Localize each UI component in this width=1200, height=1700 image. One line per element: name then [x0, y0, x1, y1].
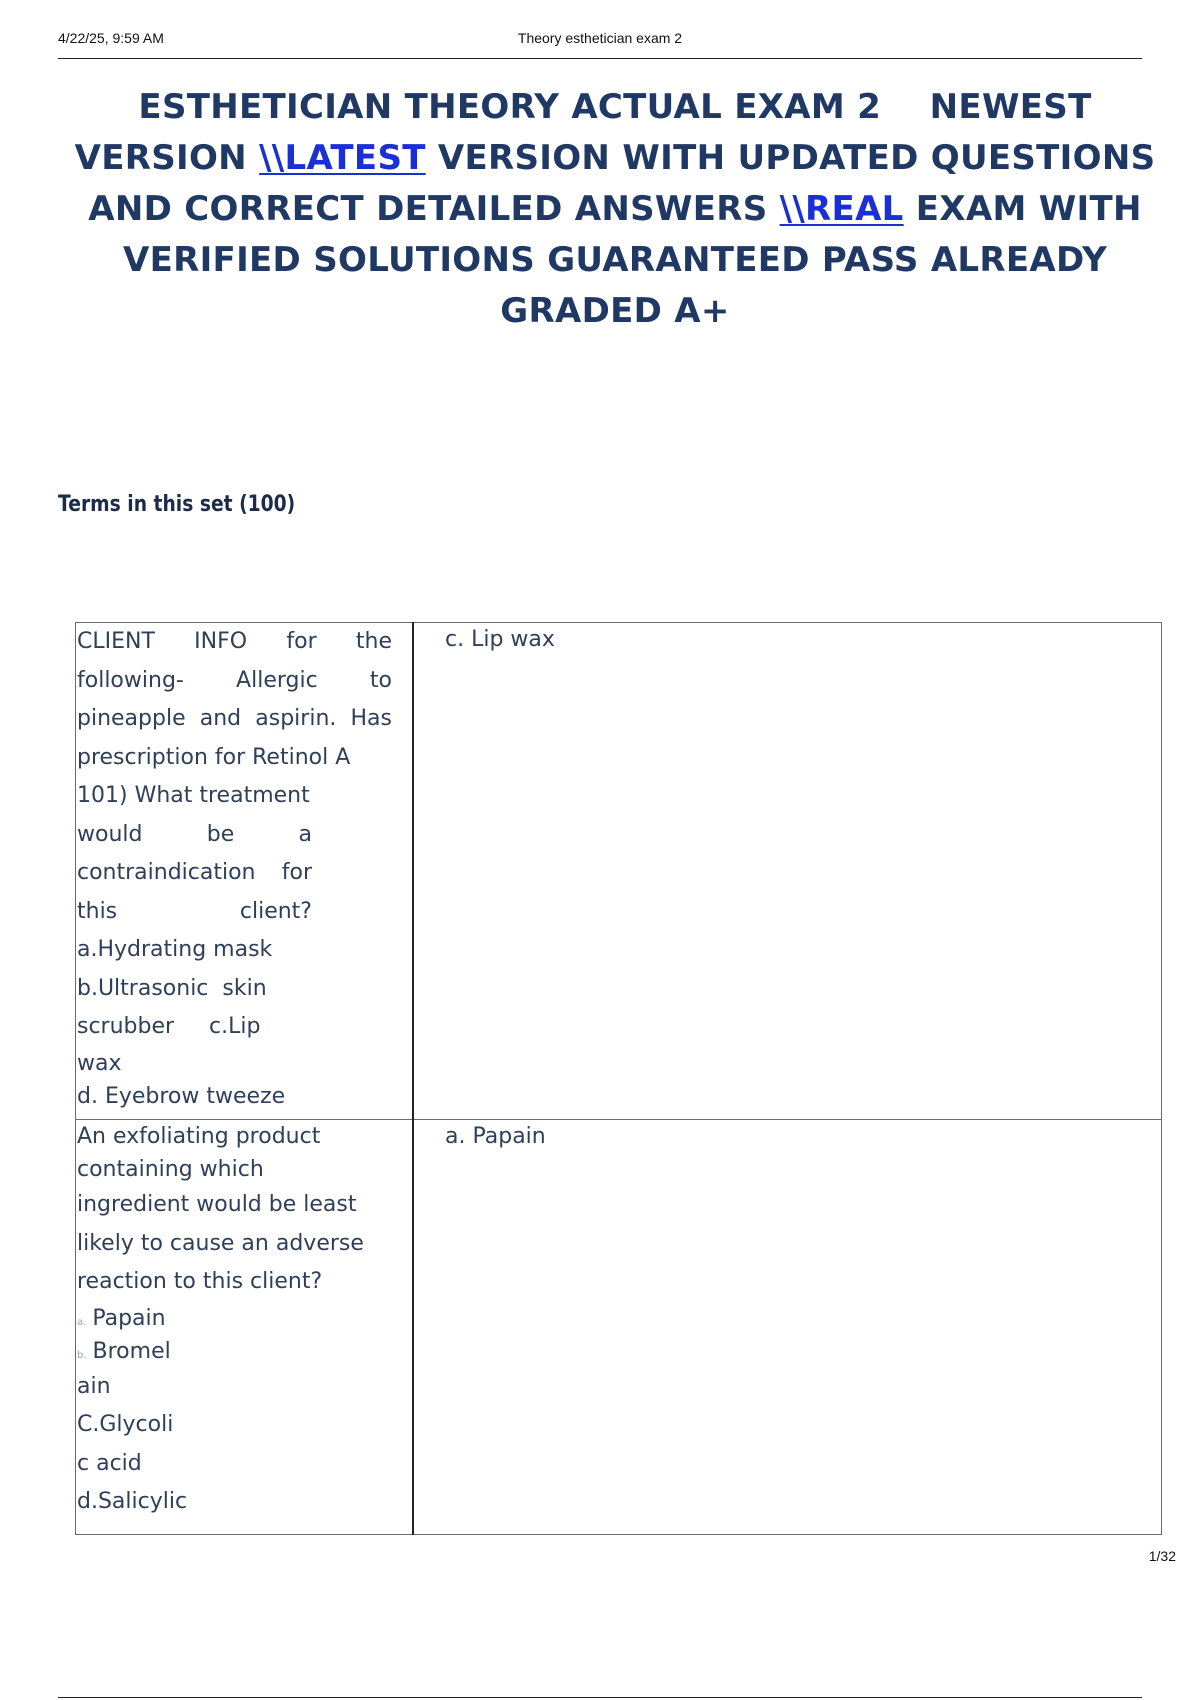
list-marker: a. — [77, 1316, 87, 1328]
option-text: Bromel — [92, 1338, 171, 1364]
title-line-3-end: EXAM WITH — [903, 189, 1142, 229]
list-marker: b. — [77, 1349, 87, 1361]
term-line: containing which — [77, 1157, 264, 1182]
term-line: reaction to this client? — [77, 1269, 323, 1294]
print-datetime: 4/22/25, 9:59 AM — [58, 30, 164, 46]
title-line-3 — [30, 184, 1200, 235]
term-line: ingredient would be least — [77, 1192, 357, 1217]
term-line: b.Ultrasonic skin — [77, 975, 267, 1001]
term-line: d. Eyebrow tweeze — [77, 1083, 286, 1109]
footer-divider — [58, 1697, 1142, 1698]
definition-cell — [413, 1120, 1162, 1535]
term-line: wax — [77, 1050, 122, 1076]
print-header — [58, 28, 1142, 59]
term-line: following- Allergic to — [77, 667, 392, 693]
term-line: scrubber c.Lip — [77, 1014, 261, 1039]
option-text: Papain — [92, 1305, 166, 1331]
term-cell — [76, 623, 414, 1120]
print-doc-title: Theory esthetician exam 2 — [517, 30, 683, 46]
table-row — [76, 1120, 1162, 1535]
latest-link[interactable]: \\LATEST — [259, 138, 426, 178]
title-line-2-end: VERSION WITH UPDATED QUESTIONS — [425, 138, 1156, 178]
title-line-2 — [30, 133, 1200, 184]
term-line: this client? — [77, 898, 312, 924]
term-line: d.Salicylic — [77, 1489, 188, 1514]
table-row — [76, 623, 1162, 1120]
definition-cell — [413, 623, 1162, 1120]
title-line-5: GRADED A+ — [500, 291, 730, 331]
page-number: 1/32 — [1148, 1548, 1176, 1564]
title-line-2-start: VERSION — [74, 138, 260, 178]
term-line: a.Hydrating mask — [77, 937, 273, 962]
definition-text: c. Lip wax — [445, 627, 555, 652]
term-line: pineapple and aspirin. Has — [77, 706, 392, 731]
term-line: likely to cause an adverse — [77, 1230, 364, 1256]
term-line — [76, 1302, 412, 1335]
terms-heading: Terms in this set (100) — [58, 492, 296, 517]
term-line: C.Glycoli — [77, 1412, 174, 1437]
term-line: would be a — [77, 821, 312, 847]
document-title — [30, 82, 1200, 337]
term-line: 101) What treatment — [77, 783, 310, 808]
term-line — [76, 1335, 412, 1368]
term-line: c acid — [77, 1450, 142, 1476]
term-line: ain — [77, 1373, 111, 1399]
terms-table — [75, 622, 1162, 1535]
title-line-1: ESTHETICIAN THEORY ACTUAL EXAM 2 NEWEST — [138, 87, 1092, 127]
term-line: An exfoliating product — [77, 1124, 321, 1149]
real-link[interactable]: \\REAL — [779, 189, 904, 229]
term-line: CLIENT INFO for the — [77, 629, 392, 654]
definition-text: a. Papain — [445, 1124, 546, 1149]
title-line-4: VERIFIED SOLUTIONS GUARANTEED PASS ALREADY — [122, 240, 1107, 280]
term-cell — [76, 1120, 414, 1535]
term-line: prescription for Retinol A — [77, 744, 351, 770]
title-line-3-start: AND CORRECT DETAILED ANSWERS — [88, 189, 780, 229]
term-line: contraindication for — [77, 860, 312, 885]
